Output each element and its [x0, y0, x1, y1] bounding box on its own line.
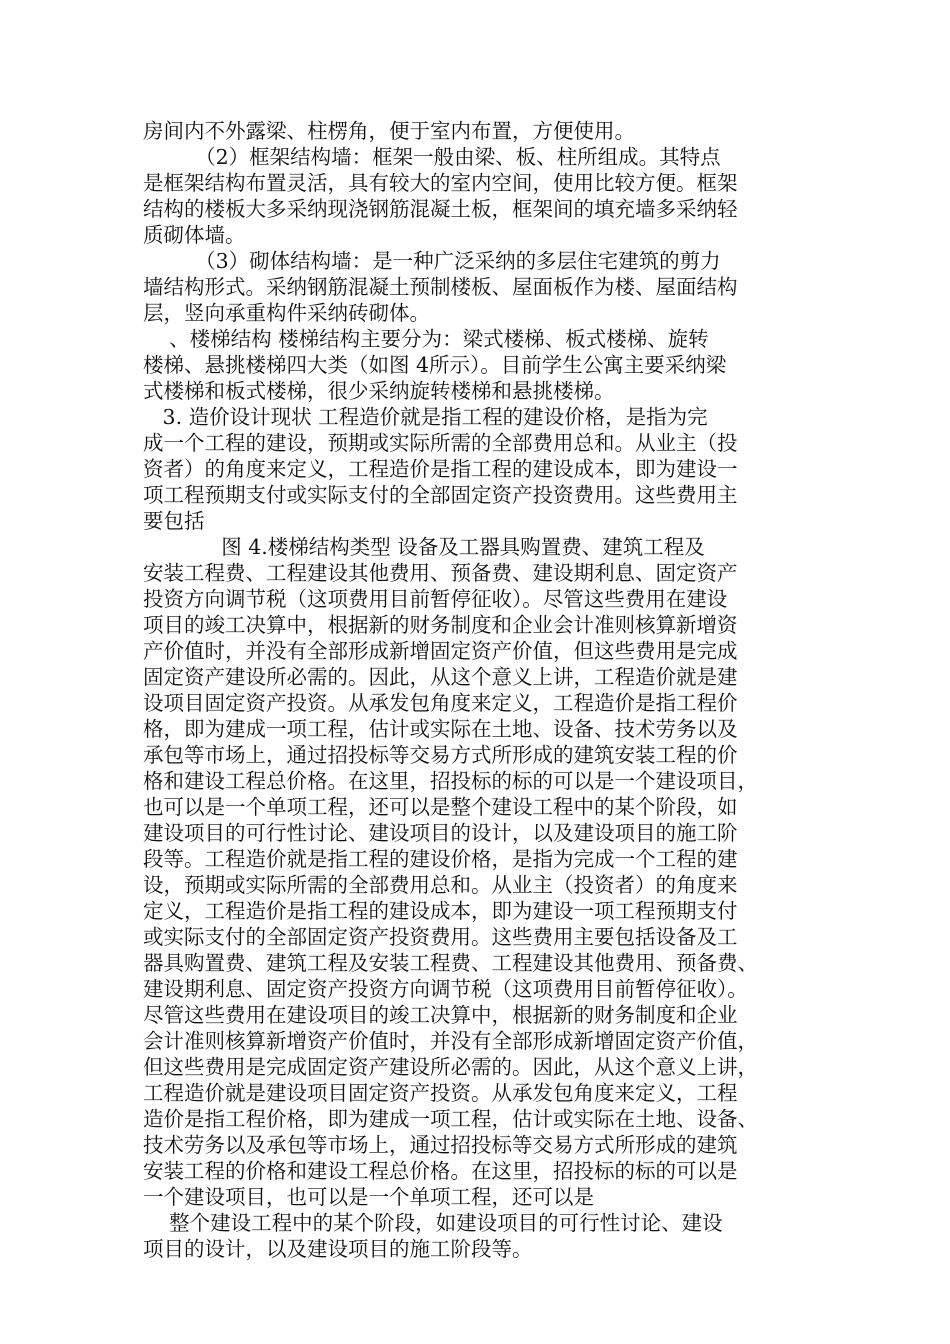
text-line: 但这些费用是完成固定资产建设所必需的。因此，从这个意义上讲，	[143, 1055, 758, 1079]
text-line: 格和建设工程总价格。在这里，招投标的标的可以是一个建设项目，	[143, 769, 758, 793]
text-line: 会计准则核算新增资产价值时，并没有全部形成新增固定资产价值，	[143, 1029, 758, 1053]
text-line: 建设期利息、固定资产投资方向调节税（这项费用目前暂停征收）。	[143, 977, 748, 1001]
text-line: 格，即为建成一项工程，估计或实际在土地、设备、技术劳务以及	[143, 717, 738, 741]
text-line: 建设项目的可行性讨论、建设项目的设计，以及建设项目的施工阶	[143, 821, 738, 845]
text-line: 尽管这些费用在建设项目的竣工决算中，根据新的财务制度和企业	[143, 1003, 738, 1027]
text-line: 、楼梯结构 楼梯结构主要分为：梁式楼梯、板式楼梯、旋转	[143, 327, 709, 351]
text-line: 造价是指工程价格，即为建成一项工程，估计或实际在土地、设备、	[143, 1107, 758, 1131]
text-line: 设项目固定资产投资。从承发包角度来定义，工程造价是指工程价	[143, 691, 738, 715]
text-line: 质砌体墙。	[143, 223, 246, 247]
text-line: 3. 造价设计现状 工程造价就是指工程的建设价格，是指为完	[143, 405, 708, 429]
text-line: 结构的楼板大多采纳现浇钢筋混凝土板，框架间的填充墙多采纳轻	[143, 197, 738, 221]
text-line: 成一个工程的建设，预期或实际所需的全部费用总和。从业主（投	[143, 431, 738, 455]
text-line: 产价值时，并没有全部形成新增固定资产价值，但这些费用是完成	[143, 639, 738, 663]
text-line: 设，预期或实际所需的全部费用总和。从业主（投资者）的角度来	[143, 873, 738, 897]
text-line: 墙结构形式。采纳钢筋混凝土预制楼板、屋面板作为楼、屋面结构	[143, 275, 738, 299]
text-line: 图 4.楼梯结构类型 设备及工器具购置费、建筑工程及	[143, 535, 705, 559]
text-line: 技术劳务以及承包等市场上，通过招投标等交易方式所形成的建筑	[143, 1133, 738, 1157]
text-line: 整个建设工程中的某个阶段，如建设项目的可行性讨论、建设	[143, 1211, 723, 1235]
text-line: 投资方向调节税（这项费用目前暂停征收）。尽管这些费用在建设	[143, 587, 728, 611]
text-line: 定义，工程造价是指工程的建设成本，即为建设一项工程预期支付	[143, 899, 738, 923]
text-line: 安装工程费、工程建设其他费用、预备费、建设期利息、固定资产	[143, 561, 738, 585]
text-line: 项目的设计，以及建设项目的施工阶段等。	[143, 1237, 533, 1261]
text-line: 也可以是一个单项工程，还可以是整个建设工程中的某个阶段，如	[143, 795, 738, 819]
text-line: （2）框架结构墙：框架一般由梁、板、柱所组成。其特点	[143, 145, 721, 169]
text-line: 安装工程的价格和建设工程总价格。在这里，招投标的标的可以是	[143, 1159, 738, 1183]
body-text	[143, 118, 815, 1262]
text-line: 工程造价就是建设项目固定资产投资。从承发包角度来定义，工程	[143, 1081, 738, 1105]
text-line: 要包括	[143, 509, 205, 533]
text-line: 项工程预期支付或实际支付的全部固定资产投资费用。这些费用主	[143, 483, 738, 507]
text-line: 项目的竣工决算中，根据新的财务制度和企业会计准则核算新增资	[143, 613, 738, 637]
text-line: （3）砌体结构墙：是一种广泛采纳的多层住宅建筑的剪力	[143, 249, 721, 273]
text-line: 一个建设项目，也可以是一个单项工程，还可以是	[143, 1185, 594, 1209]
text-line: 资者）的角度来定义，工程造价是指工程的建设成本，即为建设一	[143, 457, 738, 481]
text-line: 是框架结构布置灵活，具有较大的室内空间，使用比较方便。框架	[143, 171, 738, 195]
text-line: 器具购置费、建筑工程及安装工程费、工程建设其他费用、预备费、	[143, 951, 758, 975]
text-line: 承包等市场上，通过招投标等交易方式所形成的建筑安装工程的价	[143, 743, 738, 767]
text-line: 房间内不外露梁、柱楞角，便于室内布置，方便使用。	[143, 119, 635, 143]
text-line: 层，竖向承重构件采纳砖砌体。	[143, 301, 430, 325]
text-line: 或实际支付的全部固定资产投资费用。这些费用主要包括设备及工	[143, 925, 738, 949]
text-line: 段等。工程造价就是指工程的建设价格，是指为完成一个工程的建	[143, 847, 738, 871]
text-line: 式楼梯和板式楼梯，很少采纳旋转楼梯和悬挑楼梯。	[143, 379, 615, 403]
text-line: 楼梯、悬挑楼梯四大类（如图 4所示）。目前学生公寓主要采纳梁	[143, 353, 727, 377]
text-line: 固定资产建设所必需的。因此，从这个意义上讲，工程造价就是建	[143, 665, 738, 689]
